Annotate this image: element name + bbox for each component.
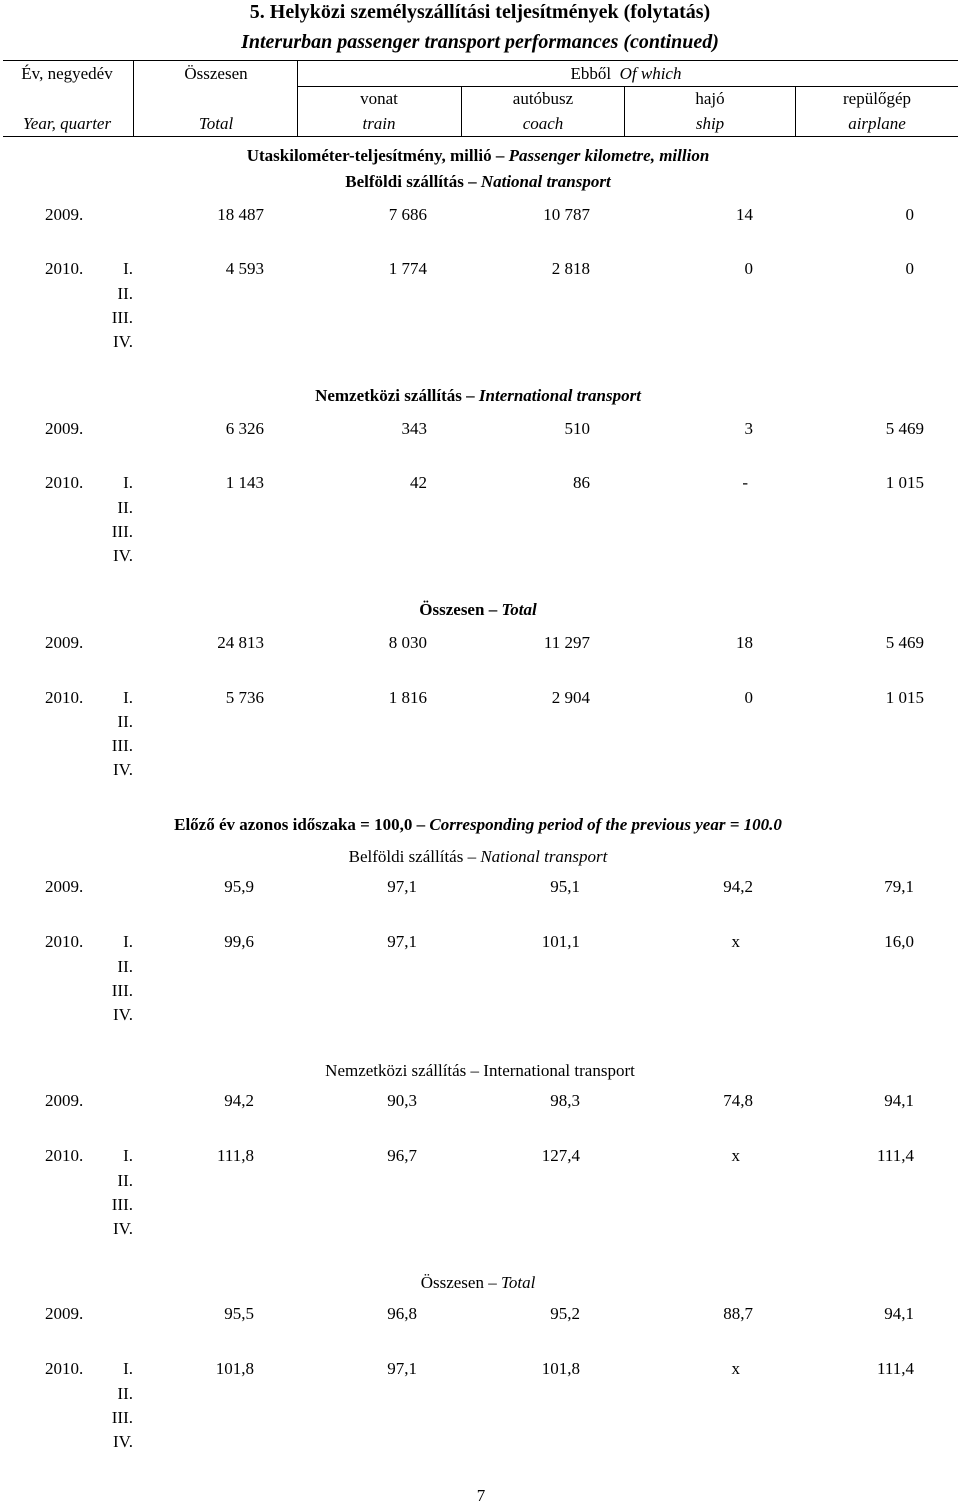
header-of-which-hu: Ebből (570, 64, 612, 83)
quarter-cell: IV. (113, 332, 133, 351)
total-cell: 101,8 (215, 1359, 254, 1378)
total-cell: 111,8 (217, 1146, 254, 1165)
quarter-cell: III. (111, 736, 133, 755)
quarter-cell: III. (111, 1195, 133, 1214)
quarter-cell: I. (123, 1146, 133, 1165)
train-cell: 97,1 (387, 932, 417, 951)
section1-title: Utaskilométer-teljesítmény, millió – Passenger kilometre, million (246, 146, 710, 165)
quarter-cell: II. (117, 1384, 133, 1403)
ship-cell: 74,8 (723, 1091, 753, 1110)
year-cell: 2010. (45, 932, 84, 951)
coach-cell: 10 787 (543, 205, 590, 224)
quarter-cell: IV. (113, 760, 133, 779)
ship-cell: 14 (736, 205, 753, 224)
airplane-cell: 0 (905, 205, 914, 224)
quarter-cell: III. (111, 981, 133, 1000)
year-cell: 2009. (45, 205, 84, 224)
year-cell: 2010. (45, 688, 84, 707)
ship-cell: x (731, 1359, 740, 1378)
airplane-cell: 94,1 (884, 1091, 914, 1110)
header-train-en: train (362, 114, 396, 133)
quarter-cell: I. (123, 932, 133, 951)
header-coach-hu: autóbusz (512, 89, 574, 108)
quarter-cell: II. (117, 957, 133, 976)
train-cell: 96,7 (387, 1146, 417, 1165)
header-year-en: Year, quarter (22, 114, 112, 133)
year-cell: 2010. (45, 473, 84, 492)
airplane-cell: 0 (905, 259, 914, 278)
airplane-cell: 16,0 (884, 932, 914, 951)
airplane-cell: 79,1 (884, 877, 914, 896)
year-cell: 2009. (45, 877, 84, 896)
header-year-hu: Év, negyedév (21, 64, 113, 83)
airplane-cell: 111,4 (877, 1359, 914, 1378)
train-cell: 8 030 (388, 633, 427, 652)
coach-cell: 2 904 (551, 688, 590, 707)
quarter-cell: IV. (113, 1219, 133, 1238)
train-cell: 343 (401, 419, 427, 438)
quarter-cell: IV. (113, 1005, 133, 1024)
year-cell: 2010. (45, 259, 84, 278)
coach-cell: 127,4 (541, 1146, 580, 1165)
quarter-cell: III. (111, 522, 133, 541)
ship-cell: 94,2 (723, 877, 753, 896)
train-cell: 96,8 (387, 1304, 417, 1323)
airplane-cell: 5 469 (885, 633, 924, 652)
coach-cell: 101,8 (541, 1359, 580, 1378)
page-number: 7 (476, 1486, 486, 1505)
quarter-cell: III. (111, 308, 133, 327)
coach-cell: 98,3 (550, 1091, 580, 1110)
header-ship-en: ship (695, 114, 725, 133)
quarter-cell: I. (123, 473, 133, 492)
header-train-hu: vonat (360, 89, 398, 108)
col-divider-total (297, 61, 298, 136)
total-cell: 1 143 (225, 473, 264, 492)
train-cell: 97,1 (387, 877, 417, 896)
train-cell: 7 686 (388, 205, 427, 224)
quarter-cell: II. (117, 284, 133, 303)
section2-national-heading: Belföldi szállítás – National transport (348, 847, 608, 866)
header-of-which (571, 64, 682, 84)
airplane-cell: 1 015 (885, 473, 924, 492)
quarter-cell: III. (111, 1408, 133, 1427)
train-cell: 1 774 (388, 259, 427, 278)
ship-cell: 0 (744, 259, 753, 278)
train-cell: 42 (410, 473, 427, 492)
ship-cell: 88,7 (723, 1304, 753, 1323)
ship-cell: x (731, 932, 740, 951)
total-cell: 95,9 (224, 877, 254, 896)
train-cell: 90,3 (387, 1091, 417, 1110)
coach-cell: 95,1 (550, 877, 580, 896)
total-cell: 5 736 (225, 688, 264, 707)
airplane-cell: 111,4 (877, 1146, 914, 1165)
coach-cell: 101,1 (541, 932, 580, 951)
total-cell: 24 813 (217, 633, 264, 652)
total-cell: 99,6 (224, 932, 254, 951)
col-divider-coach (624, 87, 625, 136)
page-subtitle: Interurban passenger transport performances (continued) (241, 31, 719, 53)
ship-cell: 3 (744, 419, 753, 438)
ship-cell: 0 (744, 688, 753, 707)
col-divider-year (133, 61, 134, 136)
coach-cell: 11 297 (543, 633, 590, 652)
header-total-en: Total (198, 114, 234, 133)
header-total-hu: Összesen (184, 64, 248, 83)
coach-cell: 2 818 (551, 259, 590, 278)
train-cell: 97,1 (387, 1359, 417, 1378)
header-coach-en: coach (522, 114, 564, 133)
quarter-cell: I. (123, 688, 133, 707)
quarter-cell: II. (117, 1171, 133, 1190)
page-title: 5. Helyközi személyszállítási teljesítmények (folytatás) (249, 1, 711, 23)
ship-cell: x (731, 1146, 740, 1165)
quarter-cell: II. (117, 712, 133, 731)
col-divider-ship (795, 87, 796, 136)
year-cell: 2009. (45, 633, 84, 652)
quarter-cell: I. (123, 1359, 133, 1378)
coach-cell: 510 (564, 419, 590, 438)
year-cell: 2009. (45, 1304, 84, 1323)
total-cell: 94,2 (224, 1091, 254, 1110)
col-divider-train (461, 87, 462, 136)
total-cell: 4 593 (225, 259, 264, 278)
header-bottom-rule (3, 136, 958, 137)
quarter-cell: IV. (113, 546, 133, 565)
header-ship-hu: hajó (695, 89, 725, 108)
quarter-cell: IV. (113, 1432, 133, 1451)
section2-total-heading: Összesen – Total (420, 1273, 536, 1292)
year-cell: 2009. (45, 1091, 84, 1110)
year-cell: 2009. (45, 419, 84, 438)
total-cell: 6 326 (225, 419, 264, 438)
total-cell: 18 487 (217, 205, 264, 224)
quarter-cell: II. (117, 498, 133, 517)
ship-cell: - (742, 473, 748, 492)
section2-international-heading: Nemzetközi szállítás – International transport (325, 1061, 635, 1080)
coach-cell: 86 (573, 473, 590, 492)
airplane-cell: 5 469 (885, 419, 924, 438)
header-airplane-hu: repülőgép (843, 89, 911, 108)
section1-national-heading: Belföldi szállítás – National transport (345, 172, 611, 191)
section1-international-heading: Nemzetközi szállítás – International transport (315, 386, 641, 405)
coach-cell: 95,2 (550, 1304, 580, 1323)
year-cell: 2010. (45, 1146, 84, 1165)
header-of-which-en: Of which (619, 64, 682, 83)
ship-cell: 18 (736, 633, 753, 652)
airplane-cell: 1 015 (885, 688, 924, 707)
header-top-rule (3, 60, 958, 61)
airplane-cell: 94,1 (884, 1304, 914, 1323)
section1-total-heading: Összesen – Total (419, 600, 537, 619)
header-airplane-en: airplane (848, 114, 906, 133)
quarter-cell: I. (123, 259, 133, 278)
of-which-rule (297, 86, 958, 87)
total-cell: 95,5 (224, 1304, 254, 1323)
section2-title: Előző év azonos időszaka = 100,0 – Corresponding period of the previous year = 100.0 (174, 815, 782, 834)
train-cell: 1 816 (388, 688, 427, 707)
year-cell: 2010. (45, 1359, 84, 1378)
